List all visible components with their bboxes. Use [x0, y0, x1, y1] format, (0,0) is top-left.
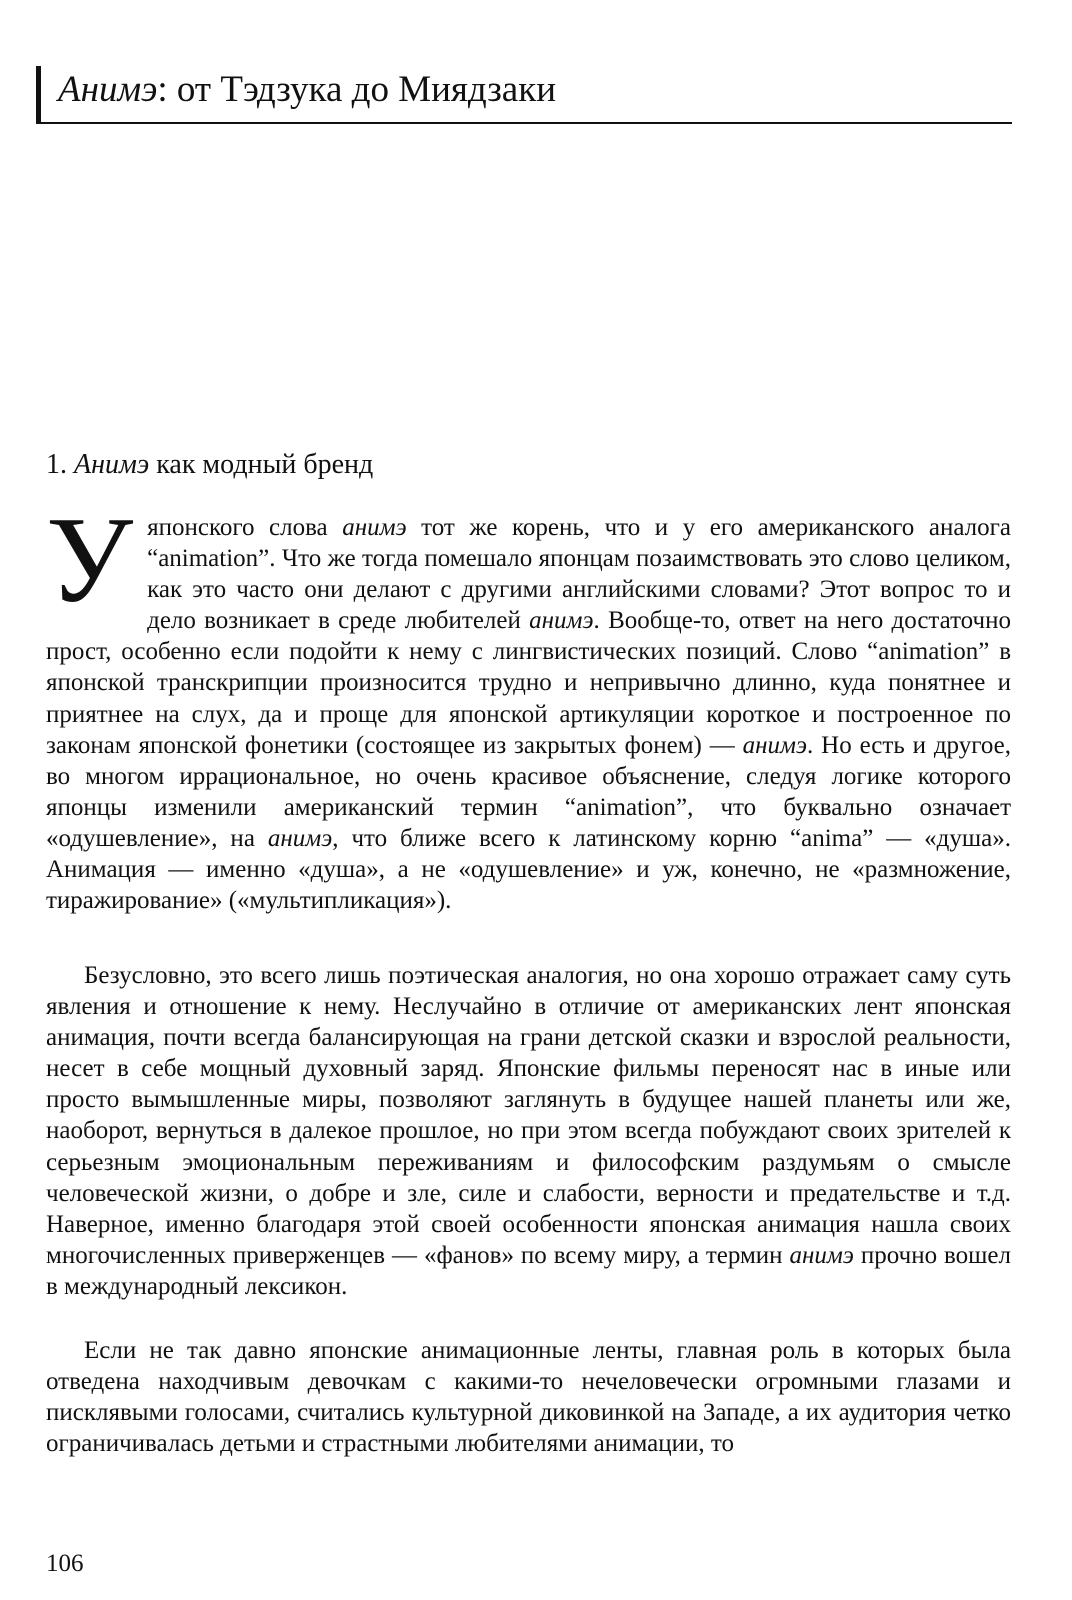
header-title-italic: Анимэ: [58, 69, 158, 110]
section-heading: [46, 448, 373, 482]
paragraph-1-text: [46, 491, 1012, 915]
italic-term: анимэ: [529, 607, 594, 635]
section-title-rest: как модный бренд: [156, 449, 374, 480]
running-header: [36, 58, 1012, 124]
header-marker-bar: [36, 66, 41, 123]
page-number: 106: [46, 1550, 84, 1577]
text-run: прочно вошел в международный лексикон.: [46, 1241, 1011, 1300]
italic-term: анимэ: [342, 514, 407, 541]
paragraph-3: [46, 1335, 1011, 1459]
text-run: . Вообще-то, ответ на него достаточно прост, особенно если подойти к нему с лингвистических позиций. Слово “animation” в японской транскрипции произносится трудно и непривычно длинно, куда понятнее и приятнее на слух, да и проще для японской артикуляции короткое и построенное по законам японской фонетики (состоящее из закрытых фонем) —: [46, 607, 1011, 759]
text-run: . Но есть и другое, во многом иррациональное, но очень красивое объяснение, следуя логике которого японцы изменили американский термин “animation”, что буквально означает «одушевление», на: [46, 731, 1012, 852]
paragraph-3-text: [46, 1337, 1011, 1457]
drop-cap: У: [46, 491, 134, 628]
italic-term: анимэ: [742, 731, 808, 759]
running-header-title: [58, 68, 556, 112]
text-run: тот же корень, что и у его американского аналога “animation”. Что же тогда помешало японцам позаимствовать это слово целиком, как это часто они делают с другими английскими словами? Этот вопрос то и дело возникает в среде любителей: [147, 514, 1011, 635]
text-run: Безусловно, это всего лишь поэтическая аналогия, но она хорошо отражает саму суть явления и отношение к нему. Неслучайно в отличие от американских лент японская анимация, почти всегда балансирующая на грани детской сказки и взрослой реальности, несет в себе мощный духовный заряд. Японские фильмы переносят нас в иные или просто вымышленные миры, позволяют заглянуть в будущее нашей планеты или же, наоборот, вернуться в далекое прошлое, но при этом всегда побуждают своих зрителей к серьезным эмоциональным переживаниям и философским раздумьям о смысле человеческой жизни, о добре и зле, силе и слабости, верности и предательстве и т.д. Наверное, именно благодаря этой своей особенности японская анимация нашла своих многочисленных приверженцев — «фанов» по всему миру, а термин: [46, 962, 1011, 1269]
paragraph-2: [46, 960, 1011, 1302]
paragraph-1: [46, 491, 1012, 916]
text-run: Если не так давно японские анимационные ленты, главная роль в которых была отведена находчивым девочкам с какими-то нечеловечески огромными глазами и писклявыми голосами, считались культурной диковинкой на Западе, а их аудитория четко ограничивалась детьми и страстными любителями анимации, то: [46, 1337, 1011, 1458]
text-run: японского слова: [147, 514, 343, 541]
header-title-rest: : от Тэдзука до Миядзаки: [157, 69, 557, 110]
italic-term: анимэ: [789, 1241, 854, 1269]
section-title-italic: Анимэ: [74, 449, 150, 480]
italic-term: анимэ: [267, 824, 333, 852]
paragraph-2-text: [46, 962, 1011, 1300]
text-run: , что ближе всего к латинскому корню “anima” — «душа». Анимация — именно «душа», а не «одушевление» и уж, конечно, не «размножение, тиражирование» («мультипликация»).: [46, 824, 1011, 915]
section-number: 1.: [46, 449, 67, 480]
